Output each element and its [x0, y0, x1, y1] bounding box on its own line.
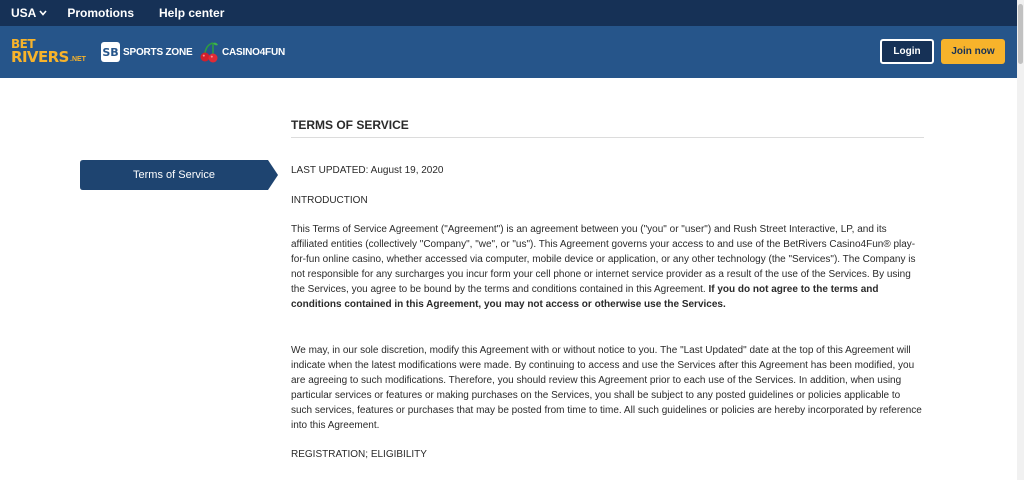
sidebar-item-label: Terms of Service — [133, 169, 215, 181]
join-now-button[interactable]: Join now — [941, 39, 1005, 64]
casino4fun-label: CASINO4FUN — [222, 46, 286, 58]
last-updated: LAST UPDATED: August 19, 2020 — [291, 165, 444, 176]
betrivers-logo[interactable]: BET RIVERS .NET — [11, 37, 86, 66]
casino4fun-link[interactable] — [199, 41, 285, 63]
main-header — [0, 26, 1017, 78]
sports-zone-link[interactable] — [101, 42, 192, 62]
login-button[interactable]: Login — [880, 39, 934, 64]
page-scrollbar[interactable] — [1017, 0, 1024, 480]
chevron-down-icon — [39, 10, 47, 16]
intro-paragraph: This Terms of Service Agreement ("Agreement") is an agreement between you ("you" or "user") and Rush Street Interactive, LP, and its affiliated entities (collectively "Company", "we", or "us"). This Agreement governs your access to and use of the BetRivers Casino4Fun® play-for-fun online casino, whether accessed via computer, mobile device or application, or any other technology (the "Services"). The Company is not responsible for any surcharges you incur form your cell phone or internet service provider as a result of the use of the Services. By using the Services, you agree to be bound by the terms and conditions contained in this Agreement. If you do not agree to the terms and conditions contained in this Agreement, you may not access or otherwise use the Services. — [291, 224, 916, 310]
registration-heading: REGISTRATION; ELIGIBILITY — [291, 449, 427, 460]
country-label: USA — [11, 6, 37, 20]
modification-paragraph: We may, in our sole discretion, modify this Agreement with or without notice to you. The "Last Updated" date at the top of this Agreement will indicate when the latest modifications were made. By continuing to access and use the Services after this Agreement has been modified, you are agreeing to such modifications. Therefore, you should review this Agreement prior to each use of the Services. In addition, when using particular services or features or making purchases on the Services, you shall be subject to any posted guidelines or policies applicable to such services, features or purchases that may be posted from time to time. All such guidelines or policies are hereby incorporated by reference into this Agreement. — [291, 345, 922, 431]
country-selector[interactable] — [11, 6, 47, 20]
top-bar — [0, 0, 1017, 26]
terms-content — [291, 118, 924, 460]
promotions-link[interactable]: Promotions — [67, 6, 135, 20]
cherry-icon — [199, 41, 219, 63]
intro-paragraph-bold: If you do not agree to the terms and conditions contained in this Agreement, you may not access or otherwise use the Services. — [291, 284, 879, 310]
page-title: TERMS OF SERVICE — [291, 118, 924, 138]
scrollbar-thumb[interactable] — [1018, 4, 1023, 64]
help-center-link[interactable]: Help center — [159, 6, 225, 20]
sidebar-item-terms-of-service[interactable] — [80, 160, 278, 190]
sports-zone-icon: SB — [101, 42, 120, 62]
sports-zone-label: SPORTS ZONE — [123, 46, 193, 58]
introduction-heading: INTRODUCTION — [291, 195, 368, 206]
